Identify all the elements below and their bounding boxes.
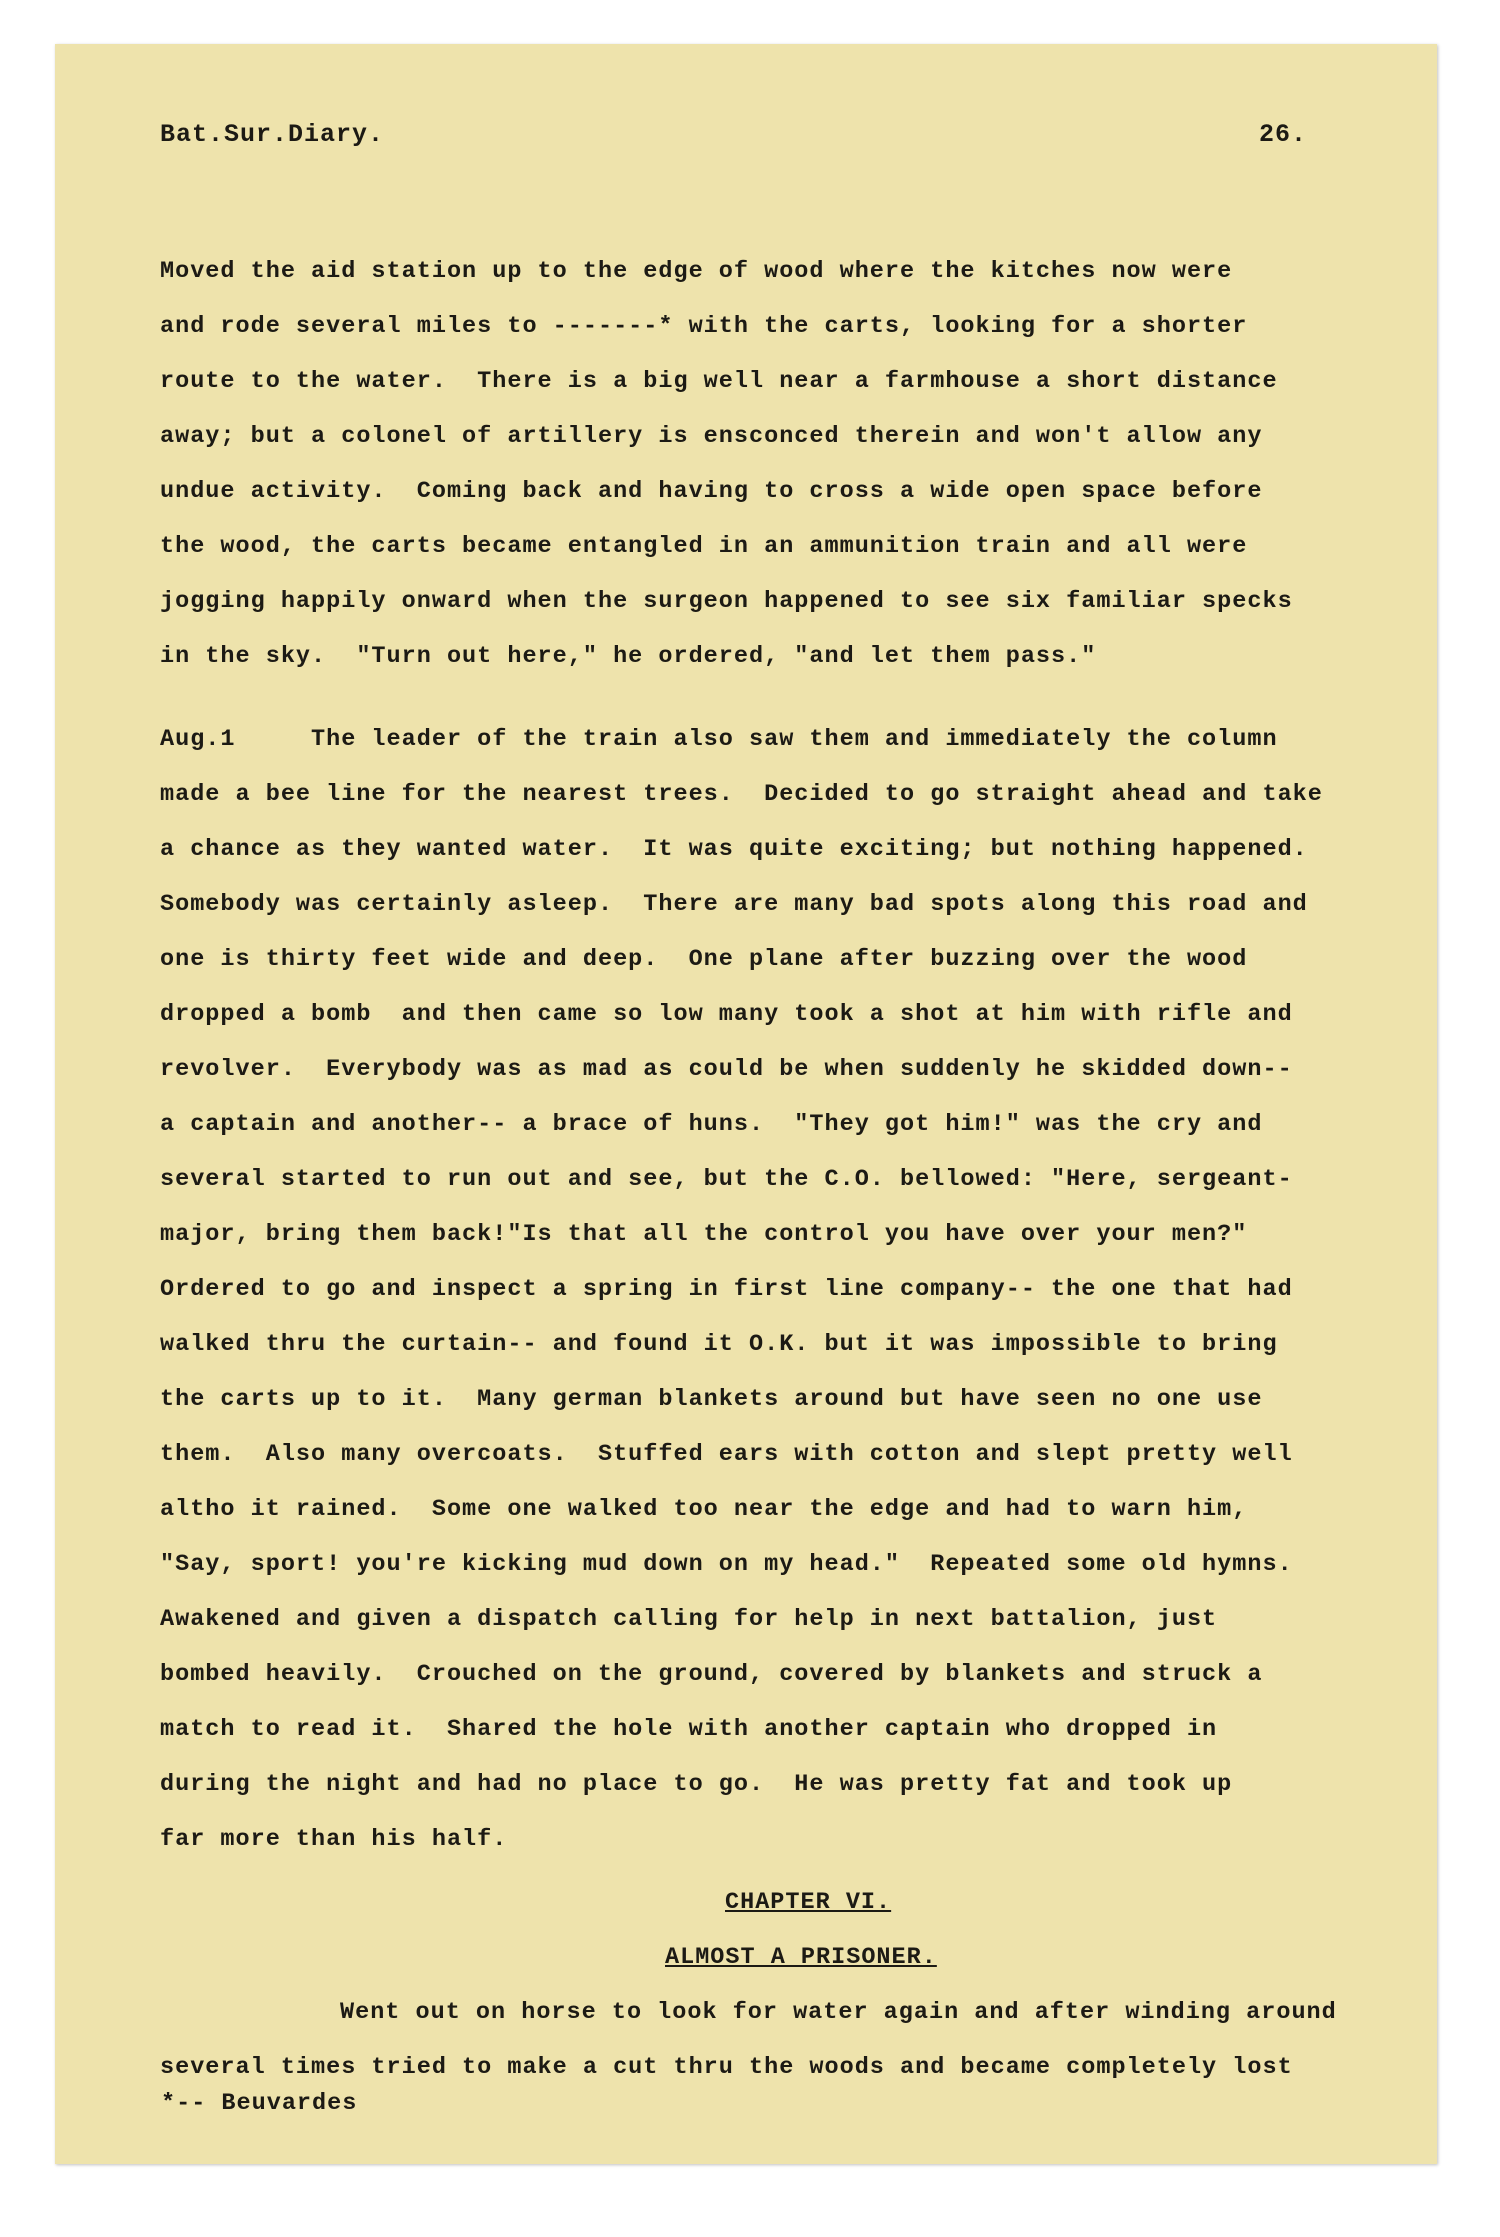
text-line: Aug.1 The leader of the train also saw them and immediately the column <box>160 726 1278 753</box>
text-line: revolver. Everybody was as mad as could be when suddenly he skidded down-- <box>160 1056 1293 1083</box>
paragraph-2 <box>160 712 1450 1867</box>
text-line: Went out on horse to look for water again and after winding around <box>340 1999 1337 2026</box>
text-line: Somebody was certainly asleep. There are many bad spots along this road and <box>160 891 1308 918</box>
text-line: several times tried to make a cut thru the woods and became completely lost <box>160 2054 1293 2081</box>
text-line: one is thirty feet wide and deep. One plane after buzzing over the wood <box>160 946 1248 973</box>
text-line: dropped a bomb and then came so low many took a shot at him with rifle and <box>160 1001 1293 1028</box>
text-line: match to read it. Shared the hole with another captain who dropped in <box>160 1716 1218 1743</box>
footnote: *-- Beuvardes <box>161 2090 358 2117</box>
paragraph-gap <box>160 684 1450 712</box>
text-line: jogging happily onward when the surgeon happened to see six familiar specks <box>160 588 1293 615</box>
text-line: "Say, sport! you're kicking mud down on my head." Repeated some old hymns. <box>160 1551 1293 1578</box>
text-line: away; but a colonel of artillery is ensconced therein and won't allow any <box>160 423 1263 450</box>
text-line: Ordered to go and inspect a spring in first line company-- the one that had <box>160 1276 1293 1303</box>
text-line: walked thru the curtain-- and found it O.K. but it was impossible to bring <box>160 1331 1278 1358</box>
text-line: route to the water. There is a big well near a farmhouse a short distance <box>160 368 1278 395</box>
text-line: Moved the aid station up to the edge of wood where the kitches now were <box>160 258 1233 285</box>
chapter-title: CHAPTER VI. <box>725 1889 892 1916</box>
chapter-gap <box>160 1867 1450 1875</box>
document-body <box>160 244 1450 2095</box>
text-line: in the sky. "Turn out here," he ordered, "and let them pass." <box>160 643 1097 670</box>
paragraph-3 <box>160 1985 1450 2095</box>
text-line: and rode several miles to -------* with the carts, looking for a shorter <box>160 313 1248 340</box>
paragraph-1 <box>160 244 1450 684</box>
text-line: them. Also many overcoats. Stuffed ears with cotton and slept pretty well <box>160 1441 1293 1468</box>
text-line: a captain and another-- a brace of huns. "They got him!" was the cry and <box>160 1111 1263 1138</box>
text-line: Awakened and given a dispatch calling for help in next battalion, just <box>160 1606 1218 1633</box>
text-line: during the night and had no place to go. He was pretty fat and took up <box>160 1771 1233 1798</box>
text-line: several started to run out and see, but the C.O. bellowed: "Here, sergeant- <box>160 1166 1293 1193</box>
text-line: altho it rained. Some one walked too near the edge and had to warn him, <box>160 1496 1248 1523</box>
text-line: bombed heavily. Crouched on the ground, covered by blankets and struck a <box>160 1661 1263 1688</box>
text-line: a chance as they wanted water. It was quite exciting; but nothing happened. <box>160 836 1308 863</box>
text-line: far more than his half. <box>160 1826 508 1853</box>
text-line: undue activity. Coming back and having to cross a wide open space before <box>160 478 1263 505</box>
text-line: made a bee line for the nearest trees. Decided to go straight ahead and take <box>160 781 1323 808</box>
text-line: major, bring them back!"Is that all the control you have over your men?" <box>160 1221 1248 1248</box>
document-title: Bat.Sur.Diary. <box>160 120 385 149</box>
text-line: the carts up to it. Many german blankets around but have seen no one use <box>160 1386 1263 1413</box>
chapter-subtitle: ALMOST A PRISONER. <box>665 1944 937 1971</box>
text-line: the wood, the carts became entangled in an ammunition train and all were <box>160 533 1248 560</box>
page-number: 26. <box>1258 120 1307 149</box>
document-page <box>55 44 1437 2164</box>
